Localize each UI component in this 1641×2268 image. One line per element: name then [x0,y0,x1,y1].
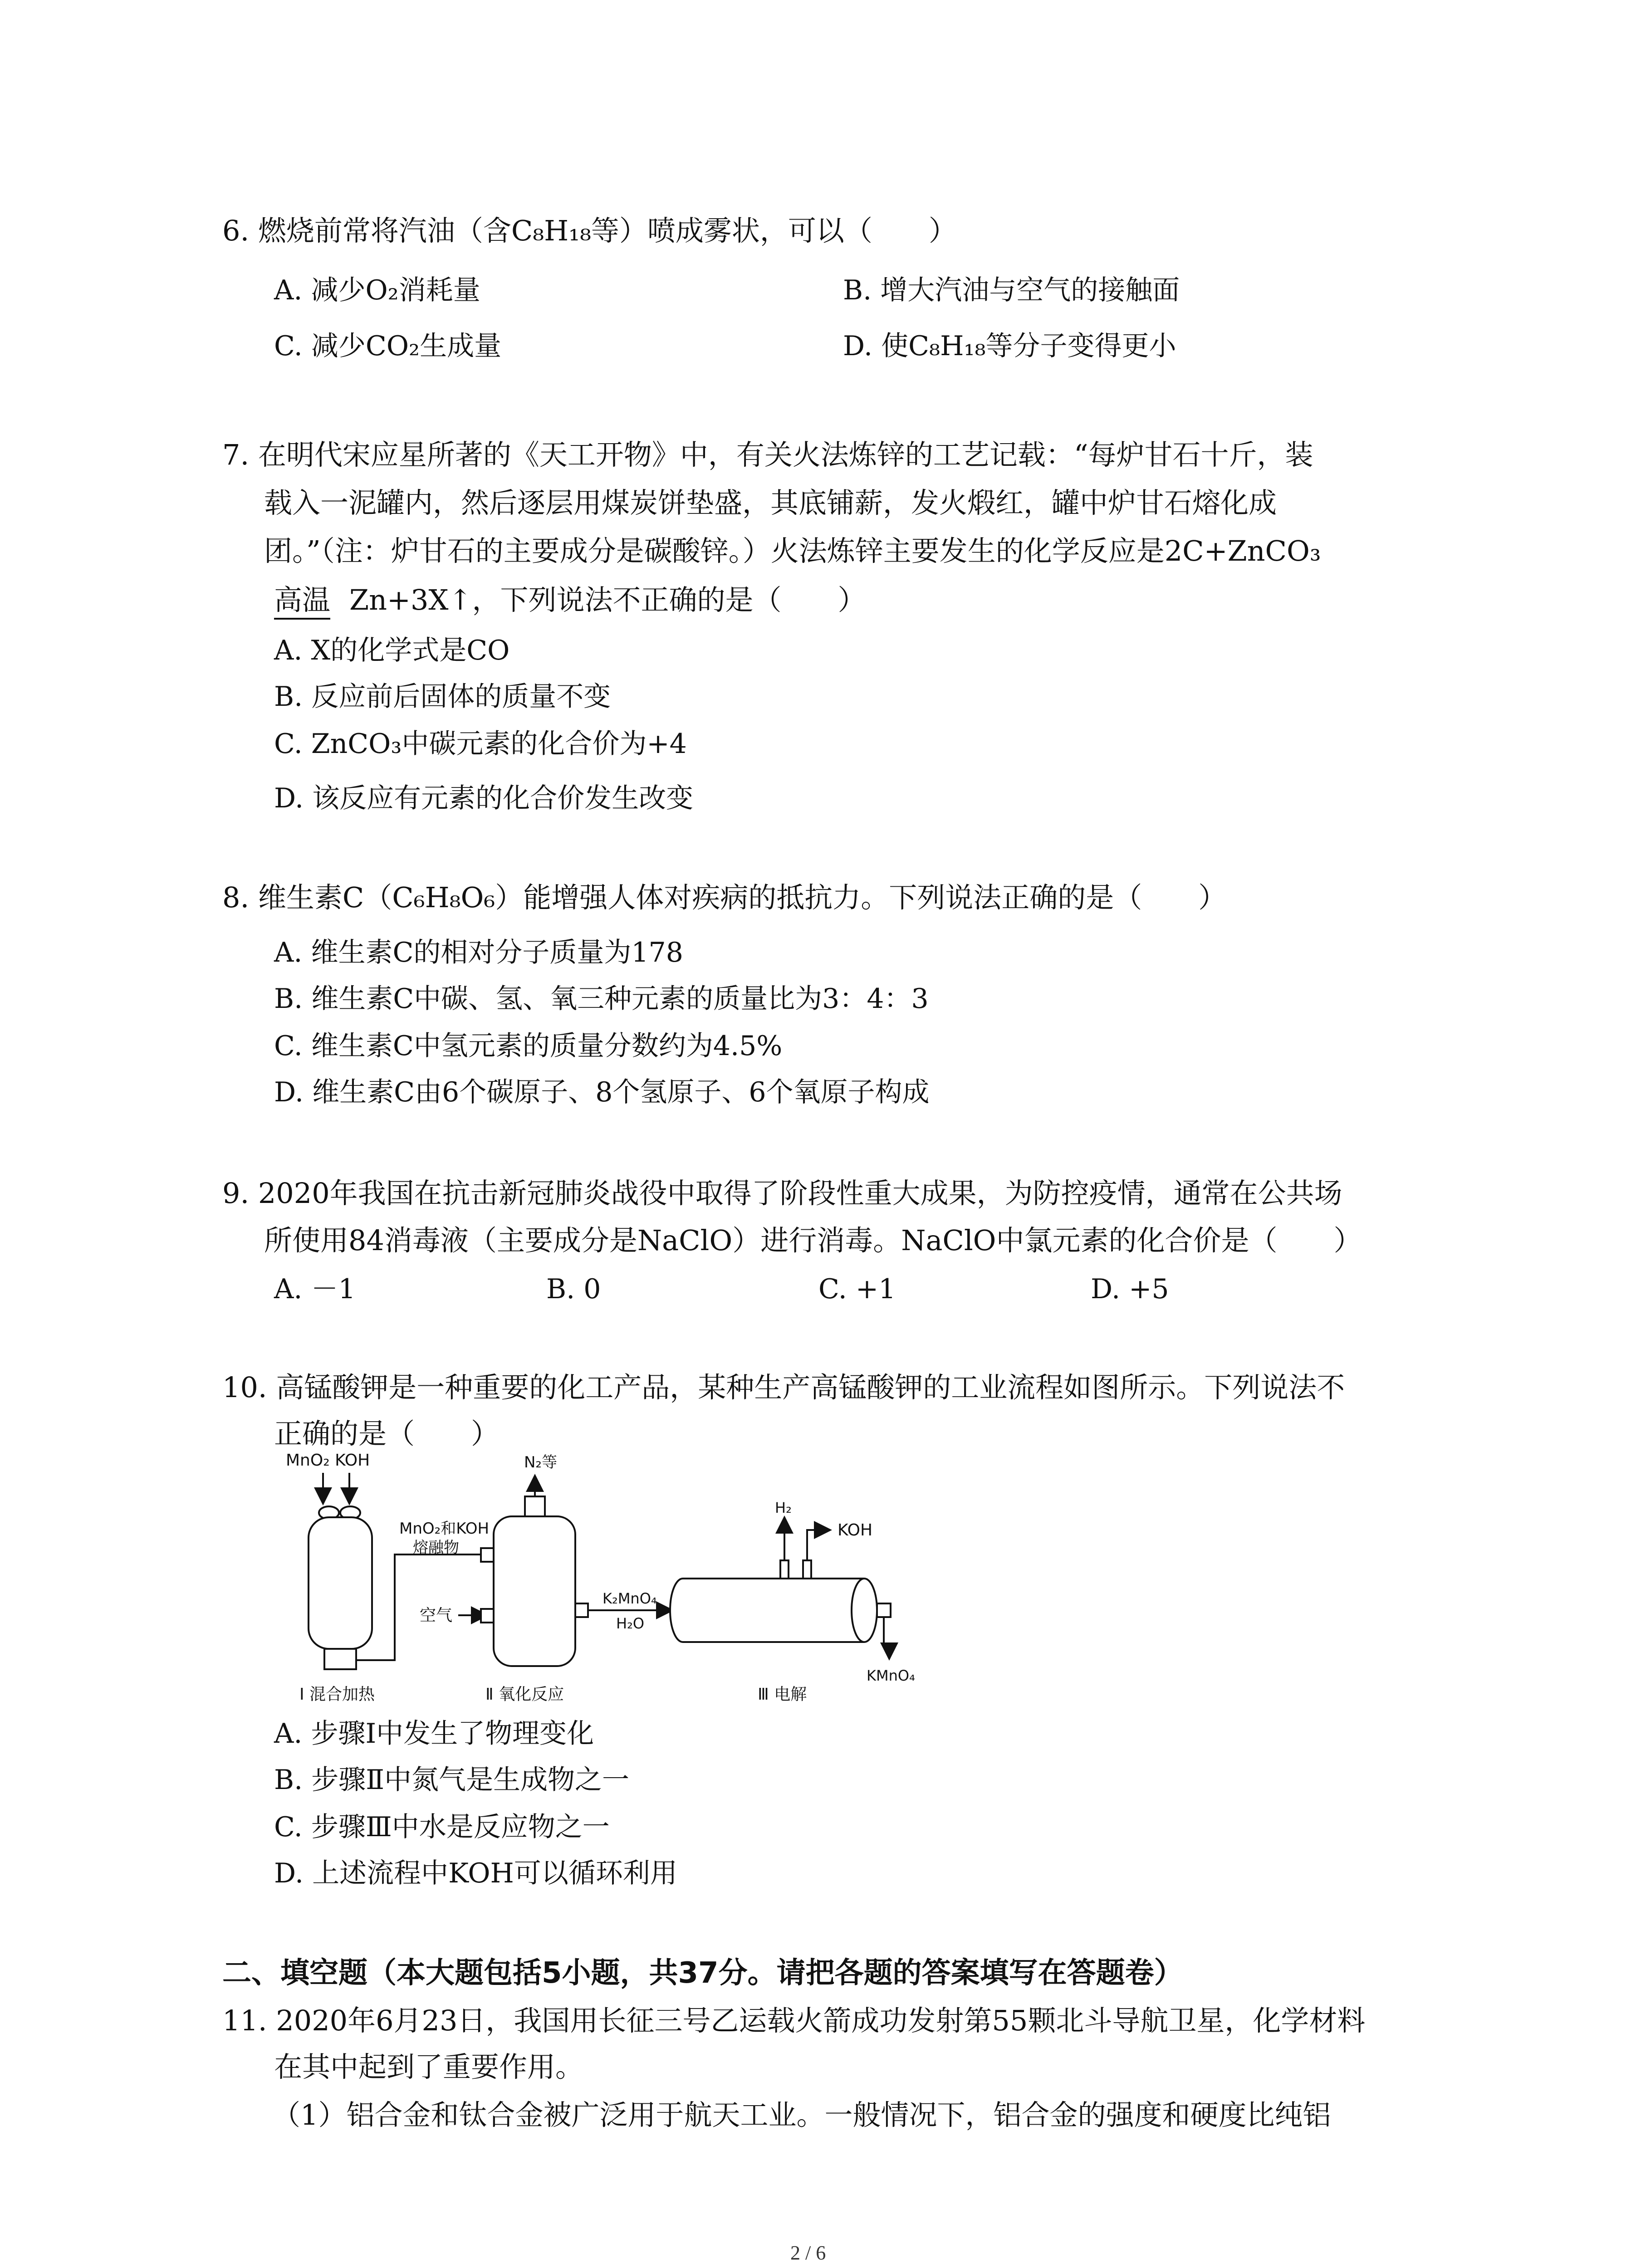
koh-label: KOH [838,1521,873,1540]
q6-option-c: C. 减少CO₂生成量 [274,330,502,362]
n2-label: N₂等 [524,1453,558,1471]
q10-stem-line-2: 正确的是（ ） [274,1417,500,1450]
q9-stem-line-2: 所使用84消毒液（主要成分是NaClO）进行消毒。NaClO中氯元素的化合价是（ ） [264,1224,1362,1257]
h2o-label: H₂O [616,1615,645,1632]
q6-option-d: D. 使C₈H₁₈等分子变得更小 [843,330,1176,362]
section-2-heading: 二、填空题（本大题包括5小题，共37分。请把各题的答案填写在答题卷） [222,1956,1183,1990]
q7-option-a: A. X的化学式是CO [274,635,510,666]
q8-option-d: D. 维生素C由6个碳原子、8个氢原子、6个氧原子构成 [274,1076,930,1108]
melt-label-line-1: MnO₂和KOH [399,1520,490,1538]
q11-stem-line-2: 在其中起到了重要作用。 [274,2050,584,2083]
kmno4-label: KMnO₄ [867,1667,915,1684]
step3-caption: Ⅲ 电解 [758,1685,807,1703]
oxidation-reactor [458,1476,672,1666]
q8-option-c: C. 维生素C中氢元素的质量分数约为4.5% [274,1030,783,1062]
h2-label: H₂ [775,1499,792,1516]
step2-caption: Ⅱ 氧化反应 [485,1685,564,1703]
q11-stem-line-1: 11. 2020年6月23日，我国用长征三号乙运载火箭成功发射第55颗北斗导航卫星，化学材料 [222,2004,1366,2037]
q10-option-d: D. 上述流程中KOH可以循环利用 [274,1857,677,1889]
melt-label-line-2: 熔融物 [413,1539,459,1557]
inputs-label: MnO₂ KOH [286,1451,370,1470]
q7-stem-line-4: Zn+3X↑，下列说法不正确的是（ ） [349,583,866,616]
k2mno4-label: K₂MnO₄ [603,1590,657,1607]
q7-option-c: C. ZnCO₃中碳元素的化合价为+4 [274,728,687,760]
q8-option-b: B. 维生素C中碳、氢、氧三种元素的质量比为3：4：3 [274,983,929,1015]
potassium-permanganate-process-diagram [281,1449,1053,1703]
q7-reaction-condition: 高温 [274,586,330,620]
page-number: 2 / 6 [790,2242,826,2264]
q8-option-a: A. 维生素C的相对分子质量为178 [274,937,683,968]
q9-option-d: D. +5 [1091,1273,1169,1305]
q10-stem-line-1: 10. 高锰酸钾是一种重要的化工产品，某种生产高锰酸钾的工业流程如图所示。下列说法不 [222,1371,1345,1404]
q11-part-1-line: （1）铝合金和钛合金被广泛用于航天工业。一般情况下，铝合金的强度和硬度比纯铝 [272,2098,1331,2131]
q8-stem: 8. 维生素C（C₆H₈O₆）能增强人体对疾病的抵抗力。下列说法正确的是（ ） [222,881,1227,914]
mixing-heater [286,1451,481,1669]
q10-option-c: C. 步骤Ⅲ中水是反应物之一 [274,1811,610,1843]
step1-caption: Ⅰ 混合加热 [299,1685,375,1703]
q6-option-a: A. 减少O₂消耗量 [274,274,480,306]
q10-option-a: A. 步骤Ⅰ中发生了物理变化 [274,1718,594,1750]
q7-stem-line-1: 7. 在明代宋应星所著的《天工开物》中，有关火法炼锌的工艺记载：“每炉甘石十斤，装 [222,438,1313,471]
air-label: 空气 [420,1606,453,1625]
q7-stem-line-3: 团。”（注：炉甘石的主要成分是碳酸锌。）火法炼锌主要发生的化学反应是2C+ZnCO₃ [264,534,1321,567]
q7-stem-line-2: 载入一泥罐内，然后逐层用煤炭饼垫盛，其底铺薪，发火煅红，罐中炉甘石熔化成 [264,486,1277,519]
q9-option-b: B. 0 [546,1273,601,1305]
q6-option-b: B. 增大汽油与空气的接触面 [843,274,1180,306]
q7-option-d: D. 该反应有元素的化合价发生改变 [274,782,694,814]
q10-option-b: B. 步骤Ⅱ中氮气是生成物之一 [274,1764,630,1796]
q9-stem-line-1: 9. 2020年我国在抗击新冠肺炎战役中取得了阶段性重大成果，为防控疫情，通常在公共场 [222,1177,1342,1210]
q7-option-b: B. 反应前后固体的质量不变 [274,681,611,713]
q6-stem: 6. 燃烧前常将汽油（含C₈H₁₈等）喷成雾状，可以（ ） [222,214,957,247]
q9-option-c: C. +1 [818,1273,896,1305]
q9-option-a: A. －1 [274,1273,356,1305]
